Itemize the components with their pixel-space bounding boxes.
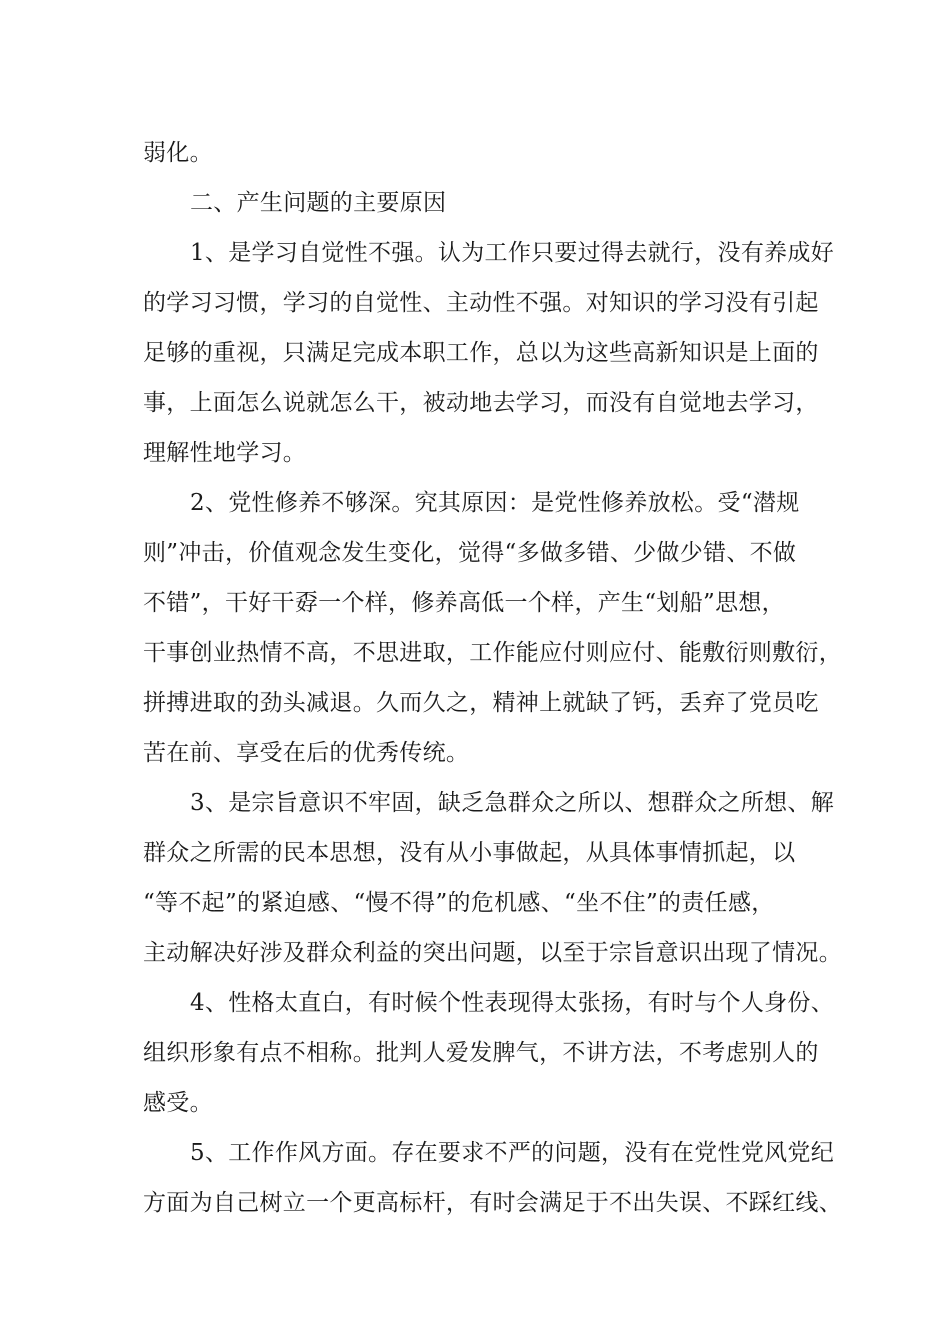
text-line: 的学习习惯，学习的自觉性、主动性不强。对知识的学习没有引起	[143, 290, 819, 316]
text-line: 理解性地学习。	[143, 440, 307, 466]
text-line: 群众之所需的民本思想，没有从小事做起，从具体事情抓起，以	[143, 840, 796, 866]
text-line: 5、工作作风方面。存在要求不严的问题，没有在党性党风党纪	[190, 1140, 835, 1166]
text-line: 干事创业热情不高，不思进取，工作能应付则应付、能敷衍则敷衍，	[143, 640, 842, 666]
text-line: 弱化。	[143, 140, 213, 166]
text-line: 则”冲击，价值观念发生变化，觉得“多做多错、少做少错、不做	[143, 540, 797, 566]
text-line: 1、是学习自觉性不强。认为工作只要过得去就行，没有养成好	[190, 240, 835, 266]
text-line: “等不起”的紧迫感、“慢不得”的危机感、“坐不住”的责任感，	[143, 890, 775, 916]
section-heading: 二、产生问题的主要原因	[190, 190, 447, 216]
text-line: 组织形象有点不相称。批判人爱发脾气，不讲方法，不考虑别人的	[143, 1040, 819, 1066]
text-line: 感受。	[143, 1090, 213, 1116]
text-line: 事，上面怎么说就怎么干，被动地去学习，而没有自觉地去学习，	[143, 390, 819, 416]
text-line: 方面为自己树立一个更高标杆，有时会满足于不出失误、不踩红线、	[143, 1190, 842, 1216]
text-line: 足够的重视，只满足完成本职工作，总以为这些高新知识是上面的	[143, 340, 819, 366]
text-line: 4、性格太直白，有时候个性表现得太张扬，有时与个人身份、	[190, 990, 835, 1016]
text-line: 苦在前、享受在后的优秀传统。	[143, 740, 470, 766]
text-line: 3、是宗旨意识不牢固，缺乏急群众之所以、想群众之所想、解	[190, 790, 835, 816]
text-line: 不错”，干好干孬一个样，修养高低一个样，产生“划船”思想，	[143, 590, 785, 616]
text-line: 2、党性修养不够深。究其原因：是党性修养放松。受“潜规	[190, 490, 800, 516]
text-line: 拼搏进取的劲头减退。久而久之，精神上就缺了钙，丢弃了党员吃	[143, 690, 819, 716]
text-line: 主动解决好涉及群众利益的突出问题，以至于宗旨意识出现了情况。	[143, 940, 842, 966]
